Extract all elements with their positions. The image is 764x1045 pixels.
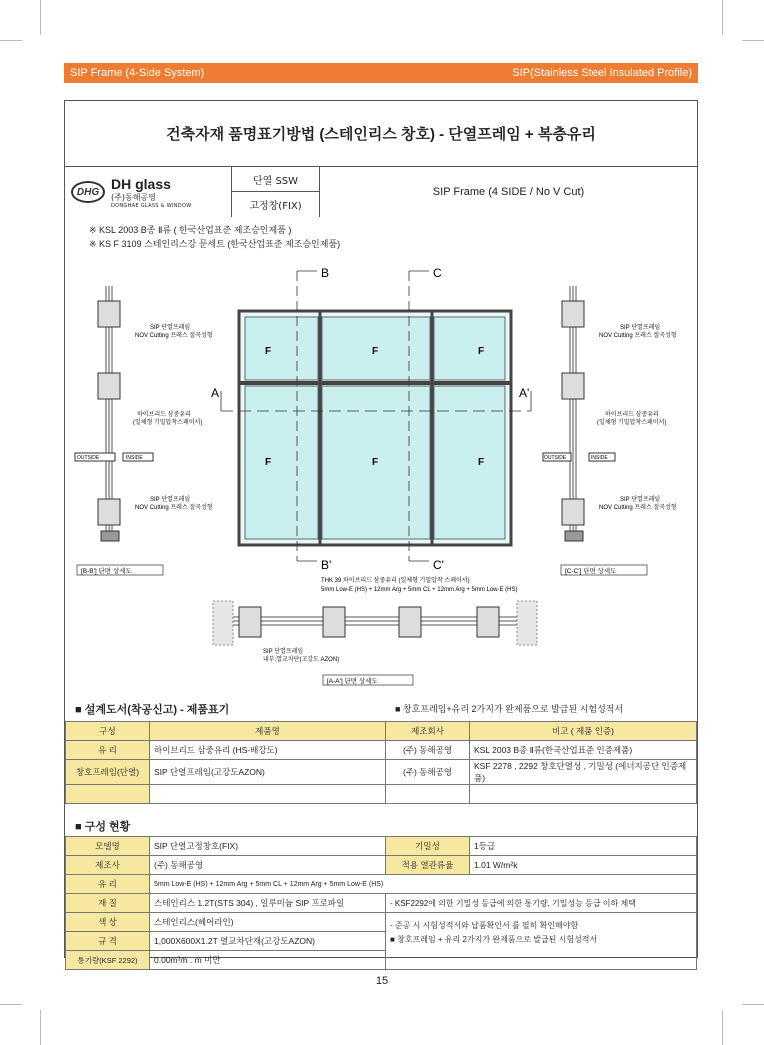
crop-mark bbox=[742, 40, 764, 41]
spec-sheet bbox=[64, 100, 698, 965]
table-cell: SIP 단열프레임(고강도AZON) bbox=[150, 760, 386, 785]
logo-name: DH glass bbox=[111, 175, 171, 192]
header-bar bbox=[64, 63, 698, 83]
composition-table bbox=[65, 836, 697, 970]
pane-label: F bbox=[265, 346, 272, 357]
page-title: 건축자재 품명표기방법 (스테인리스 창호) - 단열프레임 + 복층유리 bbox=[65, 101, 697, 167]
right-outside-label: OUTSIDE bbox=[544, 455, 567, 461]
table-cell bbox=[66, 785, 150, 804]
table-cell: KSL 2003 B종 Ⅱ류(한국산업표준 인증제품) bbox=[470, 741, 697, 760]
design-table bbox=[65, 721, 697, 804]
left-outside-label: OUTSIDE bbox=[77, 455, 100, 461]
left-glass-label: (일체형 기밀압착스페이서) bbox=[133, 420, 203, 426]
logo-korean: (주)동해공영 bbox=[111, 192, 156, 202]
section-marker: A bbox=[211, 386, 220, 400]
type-cell-insulation: 단열 SSW bbox=[232, 167, 319, 192]
table-cell: 재 질 bbox=[66, 894, 150, 913]
ks-notes bbox=[89, 223, 340, 251]
type-cell-fix: 고정창(FIX) bbox=[249, 201, 302, 212]
table-cell: 1.01 W/m²k bbox=[470, 856, 697, 875]
table-row bbox=[66, 837, 697, 856]
left-frame-bottom-label: NOV Cutting 프레스 절곡성형 bbox=[135, 505, 213, 511]
left-inside-label: INSIDE bbox=[126, 455, 143, 461]
composition-heading: ■ 구성 현황 bbox=[75, 821, 131, 833]
table-header: 비고 ( 제품 인증) bbox=[470, 722, 697, 741]
pane-label: F bbox=[478, 346, 485, 357]
header-left: SIP Frame (4-Side System) bbox=[70, 67, 205, 79]
left-frame-top-label: NOV Cutting 프레스 절곡성형 bbox=[135, 333, 213, 339]
table-cell: 제조사 bbox=[66, 856, 150, 875]
bottom-section-detail bbox=[213, 601, 537, 645]
table-cell: 모델명 bbox=[66, 837, 150, 856]
right-frame-top-label: SIP 단열프레임 bbox=[620, 325, 661, 331]
composition-note: ■ 창호프레임 + 유리 2가지가 완제품으로 발급된 시험성적서 bbox=[390, 935, 598, 944]
right-frame-bottom-label: SIP 단열프레임 bbox=[620, 497, 661, 503]
design-section-note: ■ 창호프레임+유리 2가지가 완제품으로 발급된 시험성적서 bbox=[395, 704, 624, 714]
glass-pane bbox=[245, 317, 318, 380]
table-cell bbox=[386, 913, 697, 970]
crop-mark bbox=[40, 1010, 41, 1045]
note-line: ※ KS F 3109 스테인리스강 문세트 (한국산업표준 제조승인제품) bbox=[89, 239, 341, 249]
table-cell: 유 리 bbox=[66, 875, 150, 894]
table-cell: (주) 동해공영 bbox=[150, 856, 386, 875]
crop-mark bbox=[722, 0, 723, 35]
table-cell: (주) 동해공영 bbox=[386, 741, 470, 760]
bb-caption: [B-B'] 단면 상세도 bbox=[81, 568, 132, 575]
section-marker: B' bbox=[321, 558, 332, 572]
pane-label: F bbox=[372, 346, 379, 357]
glass-pane bbox=[245, 386, 318, 539]
table-cell: 5mm Low-E (HS) + 12mm Arg + 5mm CL + 12mm Arg + 5mm Low-E (HS) bbox=[150, 875, 697, 894]
aa-caption: [A-A'] 단면 상세도 bbox=[327, 678, 378, 685]
table-cell: 하이브리드 삼중유리 (HS-배강도) bbox=[150, 741, 386, 760]
table-cell: 0.00m³/h . m 미만 bbox=[150, 951, 386, 970]
table-cell: 유 리 bbox=[66, 741, 150, 760]
table-row bbox=[66, 894, 697, 913]
table-cell bbox=[470, 785, 697, 804]
table-row bbox=[66, 785, 697, 804]
crop-mark bbox=[0, 40, 22, 41]
company-logo bbox=[65, 167, 232, 217]
header-right: SIP(Stainless Steel Insulated Profile) bbox=[512, 67, 692, 79]
glass-pane bbox=[434, 317, 505, 380]
section-marker: C bbox=[433, 266, 442, 280]
left-frame-bottom-label: SIP 단열프레임 bbox=[150, 497, 191, 503]
table-cell: 1,000X600X1.2T 열교차단재(고강도AZON) bbox=[150, 932, 386, 951]
table-cell bbox=[150, 785, 386, 804]
section-marker: A' bbox=[519, 386, 530, 400]
table-cell: 1등급 bbox=[470, 837, 697, 856]
table-cell bbox=[386, 785, 470, 804]
pane-label: F bbox=[478, 457, 485, 468]
table-cell: (주) 동해공영 bbox=[386, 760, 470, 785]
crop-mark bbox=[742, 1004, 764, 1005]
section-marker: B bbox=[321, 266, 330, 280]
table-cell: 규 격 bbox=[66, 932, 150, 951]
table-row bbox=[66, 760, 697, 785]
table-cell: 통기량(KSF 2292) bbox=[66, 951, 150, 970]
right-glass-label: 하이브리드 삼중유리 bbox=[605, 412, 659, 418]
crop-mark bbox=[0, 1004, 22, 1005]
right-frame-bottom-label: NOV Cutting 프레스 절곡성형 bbox=[599, 505, 677, 511]
crop-mark bbox=[40, 0, 41, 35]
right-glass-label: (일체형 기밀압착스페이서) bbox=[597, 420, 667, 426]
window-drawing bbox=[65, 251, 697, 691]
cc-caption: [C-C'] 단면 상세도 bbox=[565, 568, 617, 575]
table-cell: - KSF2292에 의한 기밀성 등급에 의한 통기량, 기밀성능 등급 이하 체택 bbox=[386, 894, 697, 913]
bottom-frame-label: SIP 단열프레임 bbox=[263, 649, 304, 655]
design-section-heading: ■ 설계도서(착공신고) - 제품표기 bbox=[75, 704, 230, 716]
table-header: 제품명 bbox=[150, 722, 386, 741]
table-cell: SIP 단열고정창호(FIX) bbox=[150, 837, 386, 856]
table-cell: 색 상 bbox=[66, 913, 150, 932]
glass-pane bbox=[434, 386, 505, 539]
table-row bbox=[66, 875, 697, 894]
glass-spec-label: THK 39 하이브리드 삼중유리 (일체형 기밀압착 스페이서) bbox=[321, 578, 470, 584]
table-header: 구성 bbox=[66, 722, 150, 741]
pane-label: F bbox=[372, 457, 379, 468]
table-cell: 스테인리스 1.2T(STS 304) , 일루미늄 SIP 프로파일 bbox=[150, 894, 386, 913]
table-cell: 적용 열관류율 bbox=[386, 856, 470, 875]
bottom-frame-label: 내부:열교차단(고강도 AZON) bbox=[263, 657, 340, 663]
right-frame-top-label: NOV Cutting 프레스 절곡성형 bbox=[599, 333, 677, 339]
glass-spec-label: 5mm Low-E (HS) + 12mm Arg + 5mm CL + 12mm Arg + 5mm Low-E (HS) bbox=[321, 587, 518, 593]
table-cell: 스테인리스(헤어라인) bbox=[150, 913, 386, 932]
logo-mark-icon: DHG bbox=[71, 181, 105, 203]
table-cell: 기밀성 bbox=[386, 837, 470, 856]
table-cell: 창호프레임(단열) bbox=[66, 760, 150, 785]
composition-note: - 준공 시 시험성적서와 납품확인서 를 필히 확인해야함 bbox=[390, 921, 579, 930]
right-inside-label: INSIDE bbox=[591, 455, 608, 461]
info-row bbox=[65, 167, 697, 217]
note-line: ※ KSL 2003 B종 Ⅱ류 ( 한국산업표준 제조승인제품 ) bbox=[89, 225, 292, 235]
section-marker: C' bbox=[433, 558, 444, 572]
table-header: 제조회사 bbox=[386, 722, 470, 741]
pane-label: F bbox=[265, 457, 272, 468]
logo-english: DONGHAE GLASS & WINDOW bbox=[111, 202, 192, 209]
page-number: 15 bbox=[375, 975, 389, 987]
table-row bbox=[66, 913, 697, 932]
crop-mark bbox=[722, 1010, 723, 1045]
table-row bbox=[66, 741, 697, 760]
table-row bbox=[66, 856, 697, 875]
table-cell: KSF 2278 , 2292 창호단열성 , 기밀성 (에너지공단 인증제품) bbox=[470, 760, 697, 785]
left-frame-top-label: SIP 단열프레임 bbox=[150, 325, 191, 331]
left-glass-label: 하이브리드 삼중유리 bbox=[137, 412, 191, 418]
type-cells bbox=[232, 167, 320, 217]
sip-frame-name: SIP Frame (4 SIDE / No V Cut) bbox=[432, 186, 585, 198]
